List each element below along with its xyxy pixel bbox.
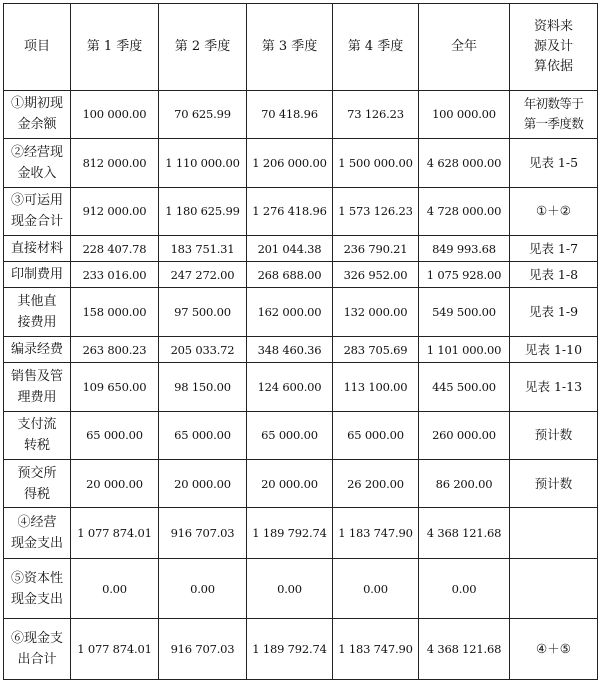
row-label [4, 508, 71, 558]
header-source [510, 4, 598, 91]
table-row [4, 139, 598, 187]
cell-source: 见表 1-10 [510, 336, 598, 362]
cell-q2: 205 033.72 [159, 336, 247, 362]
cell-q2: 0.00 [159, 558, 247, 619]
cell-q1: 263 800.23 [71, 336, 159, 362]
row-label-line1: ③可运用 [10, 193, 63, 209]
cell-q2: 1 110 000.00 [159, 139, 247, 187]
cell-year: 1 075 928.00 [419, 262, 510, 288]
row-label-line2: 得税 [23, 486, 50, 502]
row-label-line1: ⑤资本性 [10, 570, 63, 586]
cell-q4: 236 790.21 [333, 236, 419, 262]
table-row [4, 90, 598, 138]
cell-source [510, 90, 598, 138]
header-source-line2: 源及计 [533, 38, 573, 54]
header-year: 全年 [419, 4, 510, 91]
table-row [4, 411, 598, 459]
cell-source-line2: 第一季度数 [523, 116, 584, 132]
cell-year: 549 500.00 [419, 288, 510, 336]
row-label-line1: 支付流 [17, 417, 57, 433]
cell-source: 见表 1-13 [510, 363, 598, 411]
header-q1: 第 1 季度 [71, 4, 159, 91]
table-row [4, 459, 598, 507]
cell-source: 见表 1-8 [510, 262, 598, 288]
row-label-line1: ②经营现 [10, 144, 63, 160]
cell-year: 100 000.00 [419, 90, 510, 138]
row-label-line1: ①期初现 [10, 96, 63, 112]
cell-q4: 1 183 747.90 [333, 619, 419, 680]
cell-q3: 20 000.00 [247, 459, 333, 507]
cell-q1: 20 000.00 [71, 459, 159, 507]
cell-source: 见表 1-9 [510, 288, 598, 336]
cell-q3: 70 418.96 [247, 90, 333, 138]
cell-source: 预计数 [510, 459, 598, 507]
cell-q2: 65 000.00 [159, 411, 247, 459]
row-label-line1: ④经营 [17, 515, 57, 531]
cell-q1: 109 650.00 [71, 363, 159, 411]
row-label-line1: 销售及管 [10, 368, 63, 384]
cell-year: 4 728 000.00 [419, 187, 510, 235]
cell-source [510, 508, 598, 558]
cell-q1: 1 077 874.01 [71, 508, 159, 558]
row-label-line2: 现金支出 [10, 591, 63, 607]
cell-q3: 1 276 418.96 [247, 187, 333, 235]
cell-q2: 98 150.00 [159, 363, 247, 411]
row-label [4, 411, 71, 459]
cell-q4: 65 000.00 [333, 411, 419, 459]
row-label-line1: ⑥现金支 [10, 631, 63, 647]
cell-q4: 283 705.69 [333, 336, 419, 362]
cell-q2: 1 180 625.99 [159, 187, 247, 235]
cell-q3: 1 189 792.74 [247, 508, 333, 558]
row-label [4, 619, 71, 680]
cell-q3: 65 000.00 [247, 411, 333, 459]
cell-q1: 233 016.00 [71, 262, 159, 288]
cell-q3: 0.00 [247, 558, 333, 619]
row-label-line2: 出合计 [17, 652, 57, 668]
header-item: 项目 [4, 4, 71, 91]
cell-q3: 162 000.00 [247, 288, 333, 336]
row-label [4, 90, 71, 138]
cell-q3: 1 189 792.74 [247, 619, 333, 680]
table-row [4, 363, 598, 411]
header-row [4, 4, 598, 91]
cell-q4: 26 200.00 [333, 459, 419, 507]
table-row [4, 558, 598, 619]
row-label [4, 139, 71, 187]
cell-source: ①＋② [510, 187, 598, 235]
row-label-line2: 金余额 [17, 117, 57, 133]
table-row [4, 336, 598, 362]
cell-q3: 201 044.38 [247, 236, 333, 262]
row-label: 直接材料 [4, 236, 71, 262]
table-row [4, 288, 598, 336]
table-row [4, 262, 598, 288]
cell-source: ④＋⑤ [510, 619, 598, 680]
row-label-line2: 转税 [23, 438, 50, 454]
cell-q1: 228 407.78 [71, 236, 159, 262]
row-label: 印制费用 [4, 262, 71, 288]
cell-q1: 65 000.00 [71, 411, 159, 459]
cell-source: 见表 1-5 [510, 139, 598, 187]
cell-q3: 124 600.00 [247, 363, 333, 411]
cell-q1: 812 000.00 [71, 139, 159, 187]
cell-q4: 132 000.00 [333, 288, 419, 336]
cell-source [510, 558, 598, 619]
cell-year: 260 000.00 [419, 411, 510, 459]
cell-q3: 1 206 000.00 [247, 139, 333, 187]
row-label-line2: 现金支出 [10, 536, 63, 552]
row-label-line2: 金收入 [17, 165, 57, 181]
row-label-line2: 理费用 [17, 389, 57, 405]
cell-year: 4 368 121.68 [419, 619, 510, 680]
cell-q2: 247 272.00 [159, 262, 247, 288]
cell-q3: 268 688.00 [247, 262, 333, 288]
cell-q4: 113 100.00 [333, 363, 419, 411]
cell-q2: 97 500.00 [159, 288, 247, 336]
row-label-line1: 其他直 [17, 294, 57, 310]
table-row [4, 619, 598, 680]
cell-q1: 158 000.00 [71, 288, 159, 336]
row-label [4, 558, 71, 619]
row-label-line2: 接费用 [17, 315, 57, 331]
cell-q1: 100 000.00 [71, 90, 159, 138]
cell-q2: 70 625.99 [159, 90, 247, 138]
cell-q4: 1 183 747.90 [333, 508, 419, 558]
cell-q2: 20 000.00 [159, 459, 247, 507]
cell-q1: 912 000.00 [71, 187, 159, 235]
cell-year: 86 200.00 [419, 459, 510, 507]
table-row [4, 236, 598, 262]
cell-q4: 326 952.00 [333, 262, 419, 288]
cell-q4: 1 500 000.00 [333, 139, 419, 187]
cash-budget-table [3, 3, 598, 680]
cell-source: 见表 1-7 [510, 236, 598, 262]
cell-year: 4 368 121.68 [419, 508, 510, 558]
cell-q2: 916 707.03 [159, 619, 247, 680]
header-source-line3: 算依据 [533, 58, 573, 74]
cell-source-line1: 年初数等于 [523, 96, 584, 112]
row-label [4, 363, 71, 411]
header-q2: 第 2 季度 [159, 4, 247, 91]
row-label [4, 459, 71, 507]
row-label-line1: 预交所 [17, 465, 57, 481]
cell-q2: 183 751.31 [159, 236, 247, 262]
cell-year: 4 628 000.00 [419, 139, 510, 187]
row-label [4, 187, 71, 235]
cell-year: 1 101 000.00 [419, 336, 510, 362]
header-q4: 第 4 季度 [333, 4, 419, 91]
table-row [4, 187, 598, 235]
cell-q1: 1 077 874.01 [71, 619, 159, 680]
cell-q4: 73 126.23 [333, 90, 419, 138]
cell-q2: 916 707.03 [159, 508, 247, 558]
row-label [4, 288, 71, 336]
cell-source: 预计数 [510, 411, 598, 459]
cell-year: 445 500.00 [419, 363, 510, 411]
header-source-line1: 资料来 [533, 18, 573, 34]
cell-year: 849 993.68 [419, 236, 510, 262]
header-q3: 第 3 季度 [247, 4, 333, 91]
table-row [4, 508, 598, 558]
cell-q4: 1 573 126.23 [333, 187, 419, 235]
cell-q1: 0.00 [71, 558, 159, 619]
row-label: 编录经费 [4, 336, 71, 362]
cell-q3: 348 460.36 [247, 336, 333, 362]
row-label-line2: 现金合计 [10, 214, 63, 230]
cell-q4: 0.00 [333, 558, 419, 619]
cell-year: 0.00 [419, 558, 510, 619]
